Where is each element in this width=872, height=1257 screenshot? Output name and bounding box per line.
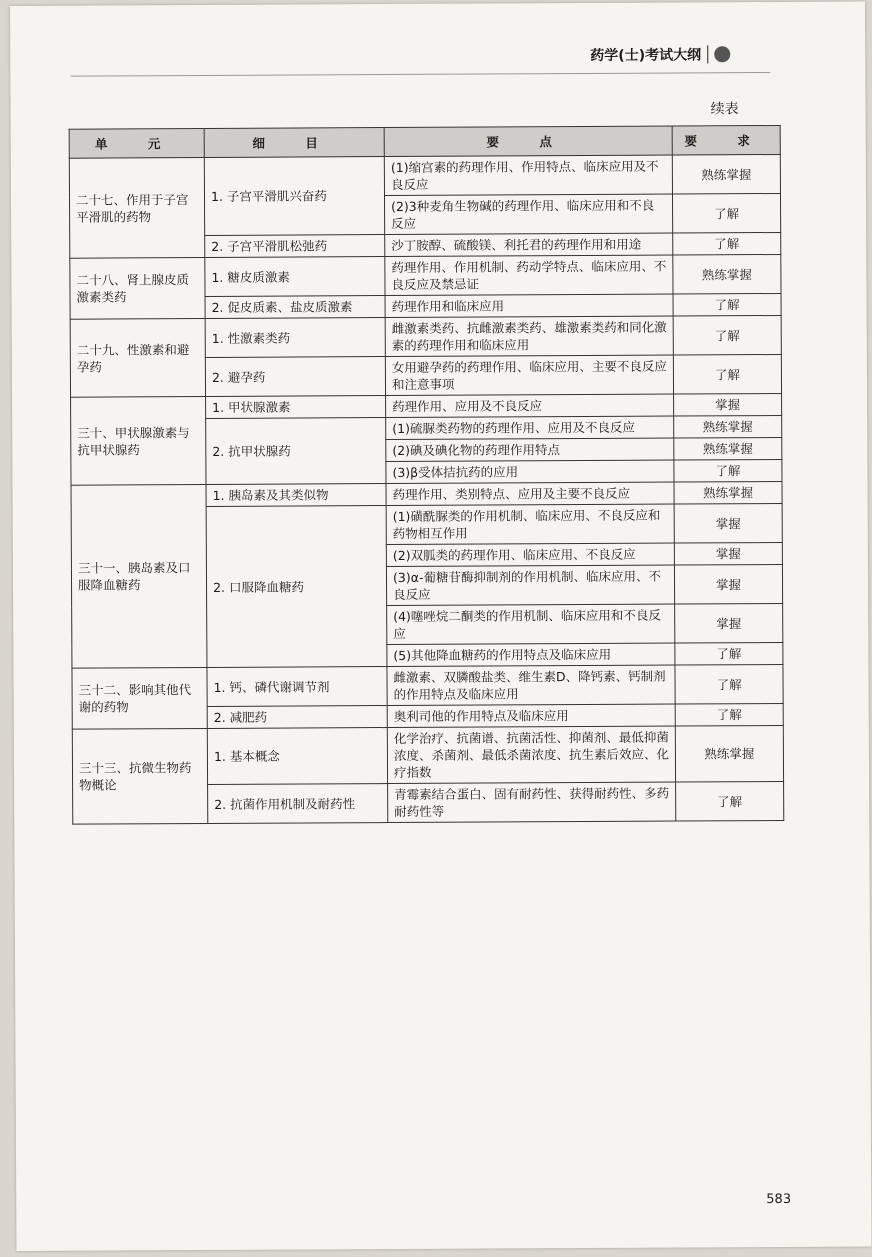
requirement-cell: 熟练掌握 xyxy=(674,415,782,438)
unit-cell: 二十九、性激素和避孕药 xyxy=(70,318,205,397)
requirement-cell: 了解 xyxy=(676,781,784,821)
requirement-cell: 了解 xyxy=(673,293,781,316)
unit-cell: 三十、甲状腺激素与抗甲状腺药 xyxy=(71,396,206,485)
unit-cell: 三十三、抗微生物药物概论 xyxy=(72,728,207,824)
unit-cell: 三十一、胰岛素及口服降血糖药 xyxy=(71,484,207,668)
point-cell: 雌激素类药、抗雌激素类药、雄激素类药和同化激素的药理作用和临床应用 xyxy=(385,316,673,357)
item-cell: 2. 促皮质素、盐皮质激素 xyxy=(205,296,385,319)
item-cell: 2. 抗菌作用机制及耐药性 xyxy=(208,784,388,824)
item-cell: 2. 避孕药 xyxy=(205,357,385,397)
publisher-logo-icon xyxy=(714,46,730,62)
point-cell: (1)缩宫素的药理作用、作用特点、临床应用及不良反应 xyxy=(384,155,672,196)
point-cell: (4)噻唑烷二酮类的作用机制、临床应用和不良反应 xyxy=(387,604,675,645)
requirement-cell: 掌握 xyxy=(674,542,782,565)
requirement-cell: 掌握 xyxy=(675,603,783,643)
header-rule xyxy=(70,72,770,77)
header-title: 药学(士)考试大纲 xyxy=(590,47,702,64)
item-cell: 1. 子宫平滑肌兴奋药 xyxy=(204,157,384,236)
point-cell: (2)双胍类的药理作用、临床应用、不良反应 xyxy=(386,543,674,567)
table-row xyxy=(72,725,783,785)
point-cell: (2)碘及碘化物的药理作用特点 xyxy=(386,438,674,462)
item-cell: 1. 钙、磷代谢调节剂 xyxy=(207,667,387,707)
item-cell: 1. 胰岛素及其类似物 xyxy=(206,484,386,507)
requirement-cell: 了解 xyxy=(674,459,782,482)
col-header-item: 细 目 xyxy=(204,128,384,158)
header-divider xyxy=(707,45,708,63)
table-header-row xyxy=(69,125,780,158)
point-cell: 药理作用、应用及不良反应 xyxy=(386,394,674,418)
running-header xyxy=(590,44,730,65)
point-cell: (1)磺酰脲类的作用机制、临床应用、不良反应和药物相互作用 xyxy=(386,504,674,545)
col-header-requirement: 要 求 xyxy=(672,125,780,155)
table-row xyxy=(72,664,783,707)
item-cell: 1. 性激素类药 xyxy=(205,318,385,358)
item-cell: 1. 糖皮质激素 xyxy=(205,257,385,297)
point-cell: 奥利司他的作用特点及临床应用 xyxy=(387,704,675,728)
requirement-cell: 掌握 xyxy=(674,393,782,416)
item-cell: 1. 甲状腺激素 xyxy=(206,396,386,419)
point-cell: (5)其他降血糖药的作用特点及临床应用 xyxy=(387,643,675,667)
point-cell: (2)3种麦角生物碱的药理作用、临床应用和不良反应 xyxy=(384,194,672,235)
continued-label: 续表 xyxy=(710,101,739,118)
point-cell: 女用避孕药的药理作用、临床应用、主要不良反应和注意事项 xyxy=(385,355,673,396)
point-cell: 药理作用、作用机制、药动学特点、临床应用、不良反应及禁忌证 xyxy=(385,255,673,296)
point-cell: 化学治疗、抗菌谱、抗菌活性、抑菌剂、最低抑菌浓度、杀菌剂、最低杀菌浓度、抗生素后效应、化疗指数 xyxy=(387,726,675,784)
requirement-cell: 了解 xyxy=(673,232,781,255)
syllabus-table xyxy=(69,125,785,825)
requirement-cell: 掌握 xyxy=(674,564,782,604)
requirement-cell: 掌握 xyxy=(674,503,782,543)
table-row xyxy=(69,154,780,197)
requirement-cell: 了解 xyxy=(675,703,783,726)
unit-cell: 三十二、影响其他代谢的药物 xyxy=(72,667,207,729)
requirement-cell: 了解 xyxy=(675,642,783,665)
point-cell: 沙丁胺醇、硫酸镁、利托君的药理作用和用途 xyxy=(385,233,673,257)
col-header-point: 要 点 xyxy=(384,126,672,157)
table-row xyxy=(70,315,781,358)
requirement-cell: 熟练掌握 xyxy=(675,725,783,782)
unit-cell: 二十八、肾上腺皮质激素类药 xyxy=(70,257,205,319)
col-header-unit: 单 元 xyxy=(69,128,204,158)
requirement-cell: 了解 xyxy=(673,354,781,394)
item-cell: 2. 抗甲状腺药 xyxy=(206,418,386,485)
point-cell: (3)α-葡糖苷酶抑制剂的作用机制、临床应用、不良反应 xyxy=(386,565,674,606)
item-cell: 2. 口服降血糖药 xyxy=(206,506,387,668)
item-cell: 2. 减肥药 xyxy=(207,706,387,729)
page-number: 583 xyxy=(766,1191,792,1208)
item-cell: 1. 基本概念 xyxy=(207,728,387,785)
item-cell: 2. 子宫平滑肌松弛药 xyxy=(205,235,385,258)
requirement-cell: 熟练掌握 xyxy=(674,437,782,460)
table-row xyxy=(70,254,781,297)
requirement-cell: 熟练掌握 xyxy=(674,481,782,504)
requirement-cell: 熟练掌握 xyxy=(672,154,780,194)
point-cell: (1)硫脲类药物的药理作用、应用及不良反应 xyxy=(386,416,674,440)
point-cell: 雌激素、双膦酸盐类、维生素D、降钙素、钙制剂的作用特点及临床应用 xyxy=(387,665,675,706)
book-page xyxy=(10,2,872,1251)
point-cell: 药理作用和临床应用 xyxy=(385,294,673,318)
requirement-cell: 了解 xyxy=(673,315,781,355)
requirement-cell: 熟练掌握 xyxy=(673,254,781,294)
table-body xyxy=(69,154,783,824)
requirement-cell: 了解 xyxy=(675,664,783,704)
point-cell: 药理作用、类别特点、应用及主要不良反应 xyxy=(386,482,674,506)
requirement-cell: 了解 xyxy=(672,193,780,233)
unit-cell: 二十七、作用于子宫平滑肌的药物 xyxy=(69,157,205,258)
point-cell: 青霉素结合蛋白、固有耐药性、获得耐药性、多药耐药性等 xyxy=(388,782,676,823)
point-cell: (3)β受体拮抗药的应用 xyxy=(386,460,674,484)
